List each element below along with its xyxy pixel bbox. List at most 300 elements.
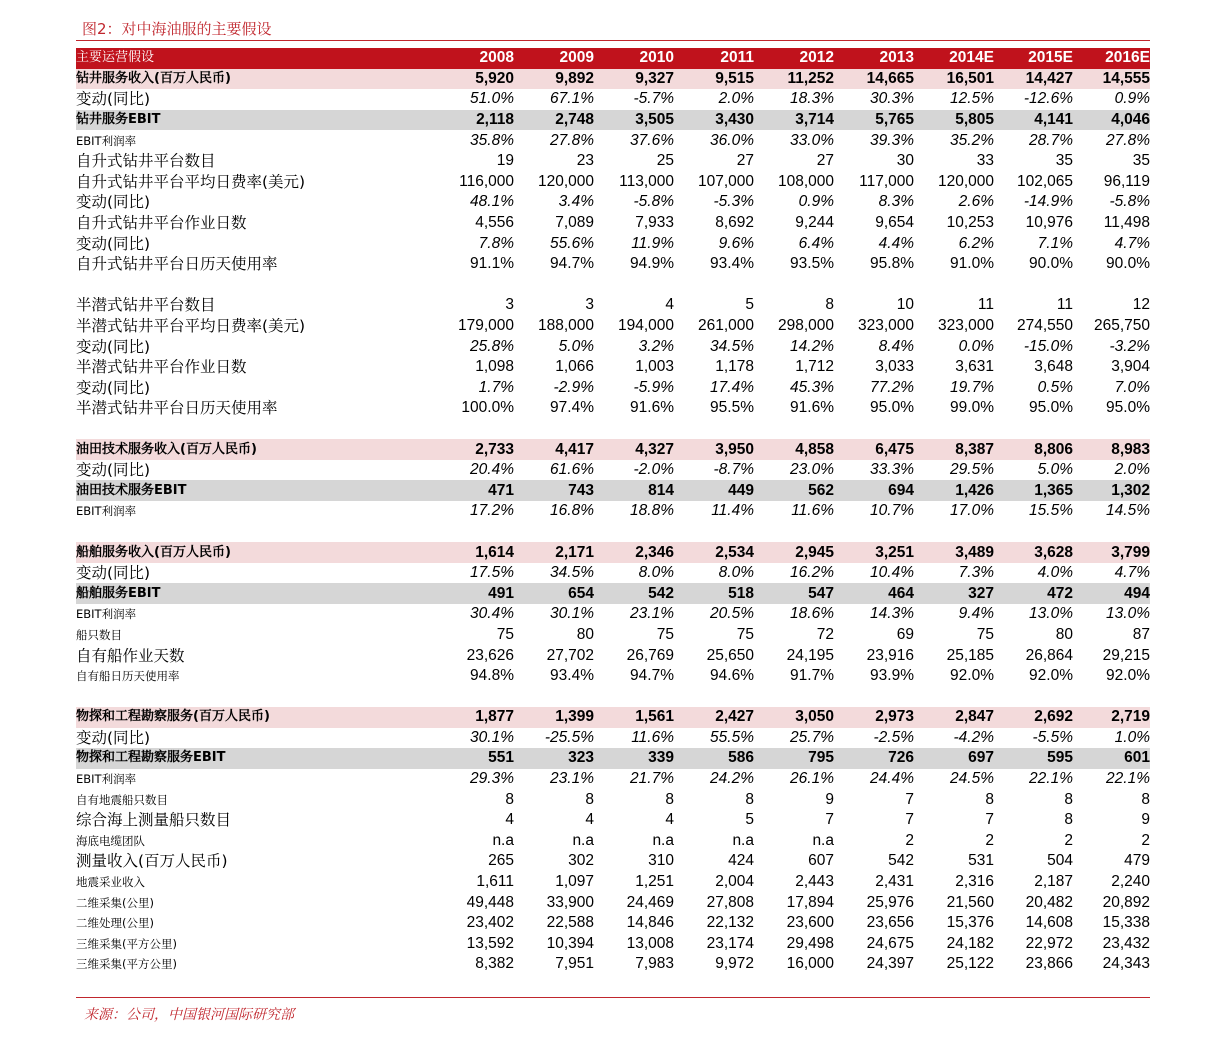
row-label: 半潜式钻井平台日历天使用率 <box>76 399 278 418</box>
row-value: 11,252 <box>754 69 834 90</box>
row-value: 108,000 <box>777 172 834 190</box>
row-value: 22,972 <box>1025 934 1073 952</box>
row-label: 变动(同比) <box>76 193 151 212</box>
row-value: 795 <box>754 748 834 769</box>
row-value: 20,892 <box>1102 893 1150 911</box>
row-label: 综合海上测量船只数目 <box>76 811 232 830</box>
year-header: 2014E <box>914 48 994 69</box>
row-value: 5.0% <box>558 337 594 355</box>
row-value: 21.7% <box>630 770 674 788</box>
table-row <box>76 934 1150 955</box>
row-value: 25 <box>656 152 674 170</box>
row-value: 94.9% <box>630 255 674 273</box>
row-value: 531 <box>968 852 994 870</box>
row-value: 23.1% <box>630 605 674 623</box>
row-label: EBIT利润率 <box>76 504 137 519</box>
row-label: 变动(同比) <box>76 378 151 397</box>
row-value: 49,448 <box>466 893 514 911</box>
row-value: 25.7% <box>790 728 834 746</box>
row-value: 23,866 <box>1025 955 1073 973</box>
row-value: 17.0% <box>950 502 994 520</box>
row-value: 7.3% <box>958 564 994 582</box>
table-row <box>76 89 1150 110</box>
row-value: 3 <box>585 296 594 314</box>
row-value: 96,119 <box>1103 172 1150 190</box>
row-value: 494 <box>1073 583 1150 604</box>
row-label: 物探和工程勘察服务EBIT <box>76 748 446 769</box>
row-value: 93.9% <box>870 667 914 685</box>
row-label: 船只数目 <box>76 627 122 642</box>
row-value: 35 <box>1055 152 1073 170</box>
row-value: 8,983 <box>1073 439 1150 460</box>
row-value: 3.2% <box>638 337 674 355</box>
row-value: 17.5% <box>470 564 514 582</box>
spacer-row <box>76 522 1150 543</box>
table-row <box>76 439 1150 460</box>
row-value: 2,171 <box>514 542 594 563</box>
row-value: 3,033 <box>875 358 914 376</box>
year-header: 2012 <box>754 48 834 69</box>
row-value: 323 <box>514 748 594 769</box>
row-value: 75 <box>656 625 674 643</box>
row-value: 547 <box>754 583 834 604</box>
row-label: 自有地震船只数目 <box>76 792 168 807</box>
row-label: EBIT利润率 <box>76 133 137 148</box>
row-value: 90.0% <box>1106 255 1150 273</box>
row-value: 34.5% <box>550 564 594 582</box>
row-value: 1,611 <box>476 873 514 891</box>
row-value: 24,675 <box>866 934 914 952</box>
row-value: 24.4% <box>870 770 914 788</box>
row-value: 14,427 <box>994 69 1073 90</box>
row-value: 18.6% <box>790 605 834 623</box>
row-value: 30.1% <box>470 728 514 746</box>
row-value: 11 <box>977 296 994 314</box>
row-value: 14,608 <box>1025 914 1073 932</box>
header-label: 主要运营假设 <box>76 48 446 69</box>
table-row <box>76 130 1150 151</box>
row-value: 15,376 <box>946 914 994 932</box>
row-value: 27,808 <box>706 893 754 911</box>
row-value: 7,951 <box>555 955 594 973</box>
row-value: -2.9% <box>553 378 594 396</box>
row-value: 2,443 <box>795 873 834 891</box>
row-value: 697 <box>914 748 994 769</box>
row-value: 26.1% <box>790 770 834 788</box>
row-value: 24.5% <box>950 770 994 788</box>
row-value: 69 <box>896 625 914 643</box>
row-value: 11.6% <box>791 502 834 520</box>
row-label: 自升式钻井平台平均日费率(美元) <box>76 172 306 191</box>
row-value: 9 <box>1141 811 1150 829</box>
row-value: 14,846 <box>626 914 674 932</box>
row-value: 107,000 <box>697 172 754 190</box>
row-value: 95.0% <box>1029 399 1073 417</box>
row-value: 33,900 <box>546 893 594 911</box>
row-value: 9,892 <box>514 69 594 90</box>
row-value: 595 <box>994 748 1073 769</box>
top-divider <box>76 40 1150 41</box>
row-value: 25,650 <box>706 646 754 664</box>
row-value: 1,877 <box>446 707 514 728</box>
table-row <box>76 748 1150 769</box>
row-label: 自升式钻井平台日历天使用率 <box>76 255 278 274</box>
row-value: 4 <box>585 811 594 829</box>
row-value: 23,432 <box>1102 934 1150 952</box>
row-value: 542 <box>888 852 914 870</box>
row-value: -5.8% <box>1109 193 1150 211</box>
row-value: 1,399 <box>514 707 594 728</box>
row-value: 120,000 <box>937 172 994 190</box>
row-value: 1,614 <box>446 542 514 563</box>
row-value: 7 <box>825 811 834 829</box>
row-value: 7 <box>905 811 914 829</box>
assumptions-table <box>76 48 1150 975</box>
table-row <box>76 233 1150 254</box>
row-value: 25,185 <box>946 646 994 664</box>
row-value: 2,118 <box>446 110 514 131</box>
row-value: 2,316 <box>955 873 994 891</box>
row-value: n.a <box>732 831 754 849</box>
row-value: 1,003 <box>635 358 674 376</box>
row-value: 2,973 <box>834 707 914 728</box>
row-value: -15.0% <box>1023 337 1073 355</box>
table-row <box>76 645 1150 666</box>
row-value: 5,920 <box>446 69 514 90</box>
year-header: 2008 <box>446 48 514 69</box>
row-value: 117,000 <box>859 172 914 190</box>
row-label: 测量收入(百万人民币) <box>76 852 228 871</box>
row-value: 13.0% <box>1029 605 1073 623</box>
source-note: 来源：公司，中国银河国际研究部 <box>84 1007 294 1023</box>
row-value: 94.6% <box>710 667 754 685</box>
row-value: 100.0% <box>461 399 514 417</box>
row-value: 23.0% <box>790 461 834 479</box>
row-value: 2,427 <box>674 707 754 728</box>
row-value: n.a <box>492 831 514 849</box>
row-value: 1,098 <box>475 358 514 376</box>
row-value: 3,950 <box>674 439 754 460</box>
table-row <box>76 789 1150 810</box>
row-value: 4 <box>505 811 514 829</box>
row-value: 12.5% <box>950 90 994 108</box>
table-row <box>76 892 1150 913</box>
row-value: 120,000 <box>537 172 594 190</box>
row-label: 钻井服务EBIT <box>76 110 446 131</box>
row-value: 24,182 <box>946 934 994 952</box>
row-value: 95.5% <box>710 399 754 417</box>
row-value: 5.0% <box>1037 461 1073 479</box>
row-value: 37.6% <box>630 131 674 149</box>
row-value: 45.3% <box>790 378 834 396</box>
row-value: 5 <box>745 811 754 829</box>
row-value: 1.0% <box>1114 728 1150 746</box>
row-value: 14.3% <box>870 605 914 623</box>
row-value: 3,050 <box>754 707 834 728</box>
row-value: 323,000 <box>937 317 994 335</box>
spacer-row <box>76 275 1150 296</box>
row-label: 自升式钻井平台数目 <box>76 152 216 171</box>
row-value: 91.0% <box>950 255 994 273</box>
year-header: 2016E <box>1073 48 1150 69</box>
row-value: 39.3% <box>870 131 914 149</box>
row-value: 504 <box>1047 852 1073 870</box>
row-value: 8 <box>585 790 594 808</box>
row-value: -2.5% <box>873 728 914 746</box>
row-value: 55.6% <box>550 234 594 252</box>
row-value: 1,302 <box>1073 480 1150 501</box>
table-row <box>76 604 1150 625</box>
row-value: 10 <box>896 296 914 314</box>
row-value: 274,550 <box>1016 317 1073 335</box>
row-value: 95.8% <box>870 255 914 273</box>
row-value: 22,588 <box>546 914 594 932</box>
row-value: 91.7% <box>790 667 834 685</box>
row-value: 1,097 <box>555 873 594 891</box>
row-value: 0.5% <box>1037 378 1073 396</box>
row-label: 物探和工程勘察服务(百万人民币) <box>76 707 446 728</box>
row-value: 3,799 <box>1073 542 1150 563</box>
row-value: 95.0% <box>870 399 914 417</box>
row-value: 4 <box>665 296 674 314</box>
row-value: 479 <box>1124 852 1150 870</box>
row-value: 13.0% <box>1106 605 1150 623</box>
row-value: -8.7% <box>713 461 754 479</box>
row-value: 562 <box>754 480 834 501</box>
row-value: 23 <box>576 152 594 170</box>
table-row <box>76 542 1150 563</box>
row-value: 2,847 <box>914 707 994 728</box>
row-value: 8 <box>1141 790 1150 808</box>
row-value: 10.7% <box>870 502 914 520</box>
row-value: 35 <box>1132 152 1150 170</box>
row-value: -5.3% <box>713 193 754 211</box>
row-value: 302 <box>568 852 594 870</box>
row-value: 3,904 <box>1111 358 1150 376</box>
row-value: 27.8% <box>1106 131 1150 149</box>
table-row <box>76 707 1150 728</box>
row-value: 6.4% <box>798 234 834 252</box>
table-row <box>76 213 1150 234</box>
row-value: 26,864 <box>1025 646 1073 664</box>
row-value: 8 <box>745 790 754 808</box>
row-label: 海底电缆团队 <box>76 833 145 848</box>
row-value: 449 <box>674 480 754 501</box>
table-row <box>76 625 1150 646</box>
row-value: 7 <box>905 790 914 808</box>
table-row <box>76 192 1150 213</box>
spacer-row <box>76 686 1150 707</box>
row-value: 3 <box>505 296 514 314</box>
row-value: 113,000 <box>619 172 674 190</box>
row-value: 261,000 <box>697 317 754 335</box>
table-row <box>76 913 1150 934</box>
row-value: 4,556 <box>475 214 514 232</box>
table-row <box>76 666 1150 687</box>
row-value: 18.3% <box>790 90 834 108</box>
table-row <box>76 769 1150 790</box>
row-label: 变动(同比) <box>76 564 151 583</box>
row-value: -14.9% <box>1023 193 1073 211</box>
row-value: 1,426 <box>914 480 994 501</box>
row-value: 2.0% <box>718 90 754 108</box>
table-row <box>76 810 1150 831</box>
row-value: 3,489 <box>914 542 994 563</box>
row-label: 变动(同比) <box>76 461 151 480</box>
row-label: 二维处理(公里) <box>76 916 154 931</box>
row-value: 1,365 <box>994 480 1073 501</box>
row-value: 8 <box>1064 811 1073 829</box>
row-value: 23,656 <box>866 914 914 932</box>
row-value: 11.9% <box>631 234 674 252</box>
row-value: 2.0% <box>1114 461 1150 479</box>
row-value: 29.3% <box>470 770 514 788</box>
row-label: 变动(同比) <box>76 90 151 109</box>
row-value: 188,000 <box>537 317 594 335</box>
row-value: 4.7% <box>1114 564 1150 582</box>
row-value: 20,482 <box>1025 893 1073 911</box>
row-value: 48.1% <box>470 193 514 211</box>
row-value: 8.3% <box>878 193 914 211</box>
row-value: n.a <box>572 831 594 849</box>
row-value: 4.4% <box>878 234 914 252</box>
row-label: 二维采集(公里) <box>76 895 154 910</box>
row-value: 67.1% <box>550 90 594 108</box>
row-value: 80 <box>576 625 594 643</box>
row-value: 21,560 <box>946 893 994 911</box>
row-value: 11.6% <box>631 728 674 746</box>
row-value: 35.2% <box>950 131 994 149</box>
row-value: 93.4% <box>710 255 754 273</box>
row-value: 94.7% <box>630 667 674 685</box>
row-value: -12.6% <box>1023 90 1073 108</box>
row-value: 80 <box>1055 625 1073 643</box>
row-value: -3.2% <box>1109 337 1150 355</box>
year-header: 2015E <box>994 48 1073 69</box>
table-row <box>76 110 1150 131</box>
row-value: 75 <box>976 625 994 643</box>
row-value: 9 <box>825 790 834 808</box>
row-value: 9,972 <box>715 955 754 973</box>
row-value: 3,628 <box>994 542 1073 563</box>
row-value: 3,505 <box>594 110 674 131</box>
row-label: 三维采集(平方公里) <box>76 957 177 972</box>
row-value: 323,000 <box>857 317 914 335</box>
row-value: 8,382 <box>475 955 514 973</box>
row-value: 4,046 <box>1073 110 1150 131</box>
row-value: 2,534 <box>674 542 754 563</box>
row-value: 27.8% <box>550 131 594 149</box>
row-value: 327 <box>914 583 994 604</box>
row-value: 20.4% <box>470 461 514 479</box>
row-value: 30.3% <box>870 90 914 108</box>
table-row <box>76 501 1150 522</box>
row-value: 3,648 <box>1034 358 1073 376</box>
row-value: 24,469 <box>626 893 674 911</box>
row-value: 23,402 <box>466 914 514 932</box>
table-row <box>76 872 1150 893</box>
row-value: 2 <box>905 831 914 849</box>
row-value: 14.5% <box>1106 502 1150 520</box>
row-value: 93.4% <box>550 667 594 685</box>
row-label: 变动(同比) <box>76 234 151 253</box>
row-value: 22.1% <box>1029 770 1073 788</box>
row-value: 24.2% <box>710 770 754 788</box>
row-value: n.a <box>652 831 674 849</box>
table-row <box>76 398 1150 419</box>
row-value: 102,065 <box>1016 172 1073 190</box>
row-label: 半潜式钻井平台作业日数 <box>76 358 247 377</box>
row-value: 424 <box>728 852 754 870</box>
row-value: 15.5% <box>1029 502 1073 520</box>
row-value: 33.3% <box>870 461 914 479</box>
row-value: 10,253 <box>946 214 994 232</box>
table-row <box>76 728 1150 749</box>
row-value: 551 <box>446 748 514 769</box>
row-value: 1,561 <box>594 707 674 728</box>
row-value: 7,933 <box>635 214 674 232</box>
row-value: 2,719 <box>1073 707 1150 728</box>
row-value: 4,141 <box>994 110 1073 131</box>
row-value: 6,475 <box>834 439 914 460</box>
row-value: 7 <box>985 811 994 829</box>
row-value: -5.5% <box>1032 728 1073 746</box>
row-value: 601 <box>1073 748 1150 769</box>
row-value: 2,692 <box>994 707 1073 728</box>
row-value: 1,251 <box>635 873 674 891</box>
row-value: 17.2% <box>470 502 514 520</box>
row-value: 94.8% <box>470 667 514 685</box>
row-label: 钻井服务收入(百万人民币) <box>76 69 446 90</box>
row-value: 55.5% <box>710 728 754 746</box>
row-value: 4 <box>665 811 674 829</box>
row-value: 97.4% <box>550 399 594 417</box>
row-value: 2,748 <box>514 110 594 131</box>
row-label: 地震采业收入 <box>76 875 145 890</box>
row-value: 23,916 <box>866 646 914 664</box>
row-label: 自有船作业天数 <box>76 646 185 665</box>
row-value: 9,515 <box>674 69 754 90</box>
row-label: 船舶服务收入(百万人民币) <box>76 542 446 563</box>
row-value: 30 <box>896 152 914 170</box>
table-row <box>76 460 1150 481</box>
table-row <box>76 151 1150 172</box>
row-value: 87 <box>1132 625 1150 643</box>
row-value: 464 <box>834 583 914 604</box>
row-value: 15,338 <box>1102 914 1150 932</box>
row-value: 9,244 <box>795 214 834 232</box>
row-label: 自有船日历天使用率 <box>76 669 180 684</box>
table-row <box>76 254 1150 275</box>
row-value: 7,983 <box>635 955 674 973</box>
row-value: 14,665 <box>834 69 914 90</box>
row-value: 16,501 <box>914 69 994 90</box>
row-value: 16.2% <box>790 564 834 582</box>
row-value: 28.7% <box>1029 131 1073 149</box>
row-value: 77.2% <box>870 378 914 396</box>
table-row <box>76 831 1150 852</box>
row-value: 116,000 <box>459 172 514 190</box>
row-value: 19.7% <box>950 378 994 396</box>
year-header: 2010 <box>594 48 674 69</box>
row-value: 7.0% <box>1114 378 1150 396</box>
row-value: 13,008 <box>626 934 674 952</box>
row-value: 22.1% <box>1106 770 1150 788</box>
row-value: 14,555 <box>1073 69 1150 90</box>
row-value: 2,346 <box>594 542 674 563</box>
row-value: 5 <box>745 296 754 314</box>
row-value: 16,000 <box>786 955 834 973</box>
